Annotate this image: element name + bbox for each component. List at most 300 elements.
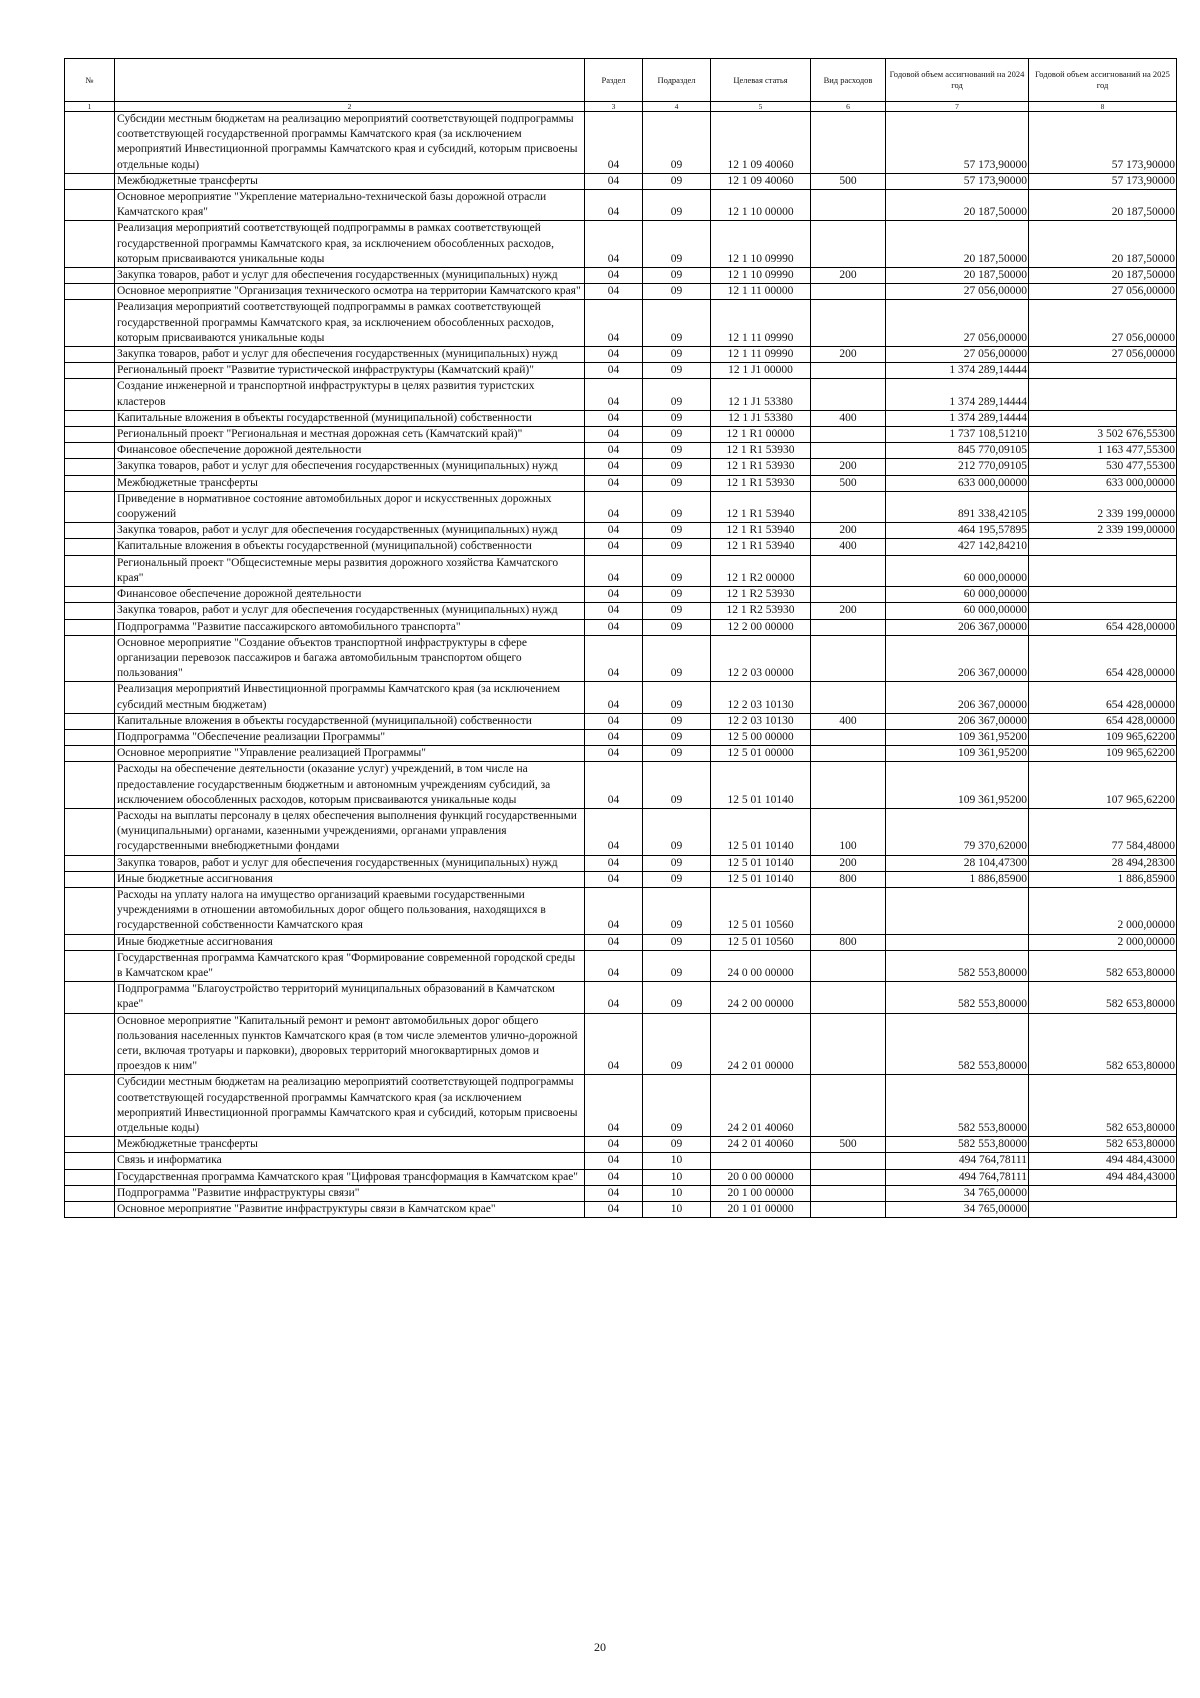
cell-expense-type (811, 443, 886, 459)
cell-target-article: 12 1 R1 53940 (711, 539, 811, 555)
table-row (65, 491, 1177, 522)
cell-target-article: 12 1 09 40060 (711, 112, 811, 174)
table-row (65, 443, 1177, 459)
table-row (65, 1185, 1177, 1201)
table-row (65, 603, 1177, 619)
cell-expense-type (811, 427, 886, 443)
cell-number (65, 871, 115, 887)
cell-name: Финансовое обеспечение дорожной деятельности (115, 587, 585, 603)
cell-podrazdel: 10 (643, 1185, 711, 1201)
cell-number (65, 300, 115, 347)
header-number: № (65, 59, 115, 102)
cell-razdel: 04 (585, 950, 643, 981)
cell-target-article: 12 1 10 09990 (711, 221, 811, 268)
cell-amount-2024: 20 187,50000 (886, 190, 1029, 221)
cell-amount-2025: 57 173,90000 (1029, 112, 1177, 174)
cell-razdel: 04 (585, 603, 643, 619)
table-row (65, 410, 1177, 426)
cell-name: Региональный проект "Региональная и местная дорожная сеть (Камчатский край)" (115, 427, 585, 443)
cell-name: Капитальные вложения в объекты государственной (муниципальной) собственности (115, 410, 585, 426)
cell-razdel: 04 (585, 427, 643, 443)
cell-name: Региональный проект "Развитие туристической инфраструктуры (Камчатский край)" (115, 363, 585, 379)
cell-number (65, 410, 115, 426)
header-name (115, 59, 585, 102)
cell-amount-2024: 60 000,00000 (886, 603, 1029, 619)
table-row (65, 363, 1177, 379)
cell-amount-2024: 109 361,95200 (886, 762, 1029, 809)
cell-name: Закупка товаров, работ и услуг для обеспечения государственных (муниципальных) нужд (115, 459, 585, 475)
cell-amount-2024: 57 173,90000 (886, 173, 1029, 189)
cell-amount-2024: 845 770,09105 (886, 443, 1029, 459)
cell-razdel: 04 (585, 347, 643, 363)
cell-target-article: 12 2 00 00000 (711, 619, 811, 635)
cell-target-article: 12 1 R1 53940 (711, 523, 811, 539)
cell-amount-2024 (886, 887, 1029, 934)
cell-number (65, 1185, 115, 1201)
cell-name: Подпрограмма "Развитие инфраструктуры связи" (115, 1185, 585, 1201)
cell-expense-type (811, 379, 886, 410)
cell-target-article: 12 1 R2 53930 (711, 603, 811, 619)
cell-amount-2024: 464 195,57895 (886, 523, 1029, 539)
cell-amount-2025: 109 965,62200 (1029, 746, 1177, 762)
cell-amount-2025 (1029, 1185, 1177, 1201)
cell-number (65, 221, 115, 268)
cell-name: Реализация мероприятий соответствующей подпрограммы в рамках соответствующей государственной программы Камчатского края, за исключением обособленных расходов, которым присваиваются уникальные коды (115, 221, 585, 268)
cell-razdel: 04 (585, 173, 643, 189)
cell-razdel: 04 (585, 746, 643, 762)
cell-target-article: 12 1 R1 53930 (711, 459, 811, 475)
cell-podrazdel: 09 (643, 300, 711, 347)
cell-razdel: 04 (585, 1202, 643, 1218)
cell-target-article: 12 1 11 09990 (711, 347, 811, 363)
table-row (65, 284, 1177, 300)
cell-podrazdel: 10 (643, 1202, 711, 1218)
cell-razdel: 04 (585, 587, 643, 603)
colnum-4: 4 (643, 102, 711, 112)
cell-number (65, 112, 115, 174)
cell-name: Капитальные вложения в объекты государственной (муниципальной) собственности (115, 713, 585, 729)
cell-target-article: 12 1 J1 53380 (711, 410, 811, 426)
cell-podrazdel: 09 (643, 491, 711, 522)
table-row (65, 221, 1177, 268)
cell-podrazdel: 09 (643, 729, 711, 745)
cell-amount-2025: 109 965,62200 (1029, 729, 1177, 745)
cell-amount-2025: 2 000,00000 (1029, 887, 1177, 934)
cell-amount-2025: 107 965,62200 (1029, 762, 1177, 809)
colnum-8: 8 (1029, 102, 1177, 112)
cell-razdel: 04 (585, 379, 643, 410)
cell-podrazdel: 09 (643, 808, 711, 855)
cell-number (65, 713, 115, 729)
cell-amount-2025: 582 653,80000 (1029, 1137, 1177, 1153)
cell-target-article: 20 1 01 00000 (711, 1202, 811, 1218)
colnum-2: 2 (115, 102, 585, 112)
cell-razdel: 04 (585, 523, 643, 539)
cell-expense-type: 200 (811, 268, 886, 284)
cell-podrazdel: 09 (643, 887, 711, 934)
cell-name: Закупка товаров, работ и услуг для обеспечения государственных (муниципальных) нужд (115, 523, 585, 539)
cell-podrazdel: 10 (643, 1169, 711, 1185)
cell-name: Субсидии местным бюджетам на реализацию мероприятий соответствующей подпрограммы соответствующей государственной программы Камчатского края (за исключением мероприятий Инвестиционной программы Камчатского края и субсидий, которым присвоены отдельные коды) (115, 1075, 585, 1137)
cell-podrazdel: 09 (643, 363, 711, 379)
cell-razdel: 04 (585, 1075, 643, 1137)
cell-target-article: 12 5 01 10140 (711, 808, 811, 855)
colnum-6: 6 (811, 102, 886, 112)
cell-number (65, 379, 115, 410)
cell-amount-2024: 494 764,78111 (886, 1153, 1029, 1169)
cell-razdel: 04 (585, 934, 643, 950)
cell-target-article: 24 0 00 00000 (711, 950, 811, 981)
table-row (65, 379, 1177, 410)
table-row (65, 1075, 1177, 1137)
cell-amount-2025: 582 653,80000 (1029, 950, 1177, 981)
cell-expense-type (811, 555, 886, 586)
cell-podrazdel: 09 (643, 1075, 711, 1137)
cell-expense-type (811, 112, 886, 174)
cell-amount-2025: 654 428,00000 (1029, 713, 1177, 729)
cell-target-article: 12 1 09 40060 (711, 173, 811, 189)
cell-razdel: 04 (585, 871, 643, 887)
cell-target-article: 12 1 10 09990 (711, 268, 811, 284)
cell-podrazdel: 09 (643, 746, 711, 762)
table-row (65, 729, 1177, 745)
cell-expense-type (811, 1013, 886, 1075)
cell-expense-type: 500 (811, 1137, 886, 1153)
cell-target-article: 12 1 R1 53940 (711, 491, 811, 522)
cell-expense-type: 200 (811, 347, 886, 363)
cell-podrazdel: 09 (643, 587, 711, 603)
cell-expense-type: 400 (811, 539, 886, 555)
cell-number (65, 284, 115, 300)
cell-expense-type: 500 (811, 475, 886, 491)
cell-amount-2025: 1 163 477,55300 (1029, 443, 1177, 459)
cell-name: Расходы на уплату налога на имущество организаций краевыми государственными учреждениями в отношении автомобильных дорог общего пользования, находящихся в государственной собственности Камчатского края (115, 887, 585, 934)
cell-number (65, 555, 115, 586)
table-row (65, 112, 1177, 174)
header-expense-type: Вид расходов (811, 59, 886, 102)
cell-amount-2024: 60 000,00000 (886, 587, 1029, 603)
cell-number (65, 934, 115, 950)
cell-amount-2025: 28 494,28300 (1029, 855, 1177, 871)
cell-amount-2025: 27 056,00000 (1029, 284, 1177, 300)
cell-amount-2024: 109 361,95200 (886, 729, 1029, 745)
table-row (65, 539, 1177, 555)
cell-number (65, 268, 115, 284)
cell-podrazdel: 09 (643, 603, 711, 619)
cell-podrazdel: 09 (643, 934, 711, 950)
cell-razdel: 04 (585, 1185, 643, 1201)
cell-number (65, 635, 115, 682)
cell-number (65, 982, 115, 1013)
cell-amount-2025 (1029, 587, 1177, 603)
cell-name: Закупка товаров, работ и услуг для обеспечения государственных (муниципальных) нужд (115, 603, 585, 619)
cell-amount-2025 (1029, 539, 1177, 555)
cell-amount-2025: 654 428,00000 (1029, 635, 1177, 682)
cell-expense-type: 200 (811, 855, 886, 871)
cell-razdel: 04 (585, 475, 643, 491)
table-row (65, 713, 1177, 729)
cell-podrazdel: 10 (643, 1153, 711, 1169)
cell-razdel: 04 (585, 729, 643, 745)
cell-number (65, 746, 115, 762)
cell-podrazdel: 09 (643, 539, 711, 555)
cell-amount-2024: 27 056,00000 (886, 347, 1029, 363)
cell-expense-type (811, 221, 886, 268)
cell-amount-2024: 1 374 289,14444 (886, 363, 1029, 379)
cell-podrazdel: 09 (643, 682, 711, 713)
cell-razdel: 04 (585, 555, 643, 586)
table-row (65, 1137, 1177, 1153)
table-row (65, 950, 1177, 981)
cell-amount-2025: 2 339 199,00000 (1029, 491, 1177, 522)
cell-amount-2025: 1 886,85900 (1029, 871, 1177, 887)
cell-amount-2025 (1029, 379, 1177, 410)
cell-amount-2025: 20 187,50000 (1029, 221, 1177, 268)
table-row (65, 746, 1177, 762)
cell-target-article: 12 2 03 00000 (711, 635, 811, 682)
table-row (65, 635, 1177, 682)
cell-razdel: 04 (585, 284, 643, 300)
cell-amount-2024: 28 104,47300 (886, 855, 1029, 871)
cell-amount-2024: 20 187,50000 (886, 268, 1029, 284)
table-row (65, 934, 1177, 950)
cell-expense-type (811, 363, 886, 379)
cell-razdel: 04 (585, 1153, 643, 1169)
cell-razdel: 04 (585, 491, 643, 522)
cell-podrazdel: 09 (643, 619, 711, 635)
cell-amount-2025 (1029, 363, 1177, 379)
cell-name: Основное мероприятие "Капитальный ремонт и ремонт автомобильных дорог общего пользования населенных пунктов Камчатского края (в том числе элементов улично-дорожной сети, включая тротуары и парковки), дворовых территорий многоквартирных домов и проездов к ним" (115, 1013, 585, 1075)
cell-amount-2025: 2 339 199,00000 (1029, 523, 1177, 539)
table-row (65, 855, 1177, 871)
table-row (65, 887, 1177, 934)
header-amount-2024: Годовой объем ассигнований на 2024 год (886, 59, 1029, 102)
cell-target-article: 24 2 01 00000 (711, 1013, 811, 1075)
cell-razdel: 04 (585, 539, 643, 555)
cell-name: Межбюджетные трансферты (115, 475, 585, 491)
header-podrazdel: Подраздел (643, 59, 711, 102)
cell-target-article: 12 1 R1 00000 (711, 427, 811, 443)
cell-razdel: 04 (585, 410, 643, 426)
cell-razdel: 04 (585, 1013, 643, 1075)
table-row (65, 190, 1177, 221)
cell-number (65, 1153, 115, 1169)
cell-amount-2024: 34 765,00000 (886, 1202, 1029, 1218)
cell-podrazdel: 09 (643, 1013, 711, 1075)
cell-amount-2024: 1 737 108,51210 (886, 427, 1029, 443)
cell-expense-type: 200 (811, 523, 886, 539)
cell-number (65, 347, 115, 363)
table-row (65, 982, 1177, 1013)
cell-podrazdel: 09 (643, 173, 711, 189)
cell-amount-2024: 206 367,00000 (886, 682, 1029, 713)
cell-name: Государственная программа Камчатского края "Цифровая трансформация в Камчатском крае" (115, 1169, 585, 1185)
cell-podrazdel: 09 (643, 475, 711, 491)
cell-amount-2025 (1029, 603, 1177, 619)
header-razdel: Раздел (585, 59, 643, 102)
cell-name: Основное мероприятие "Создание объектов транспортной инфраструктуры в сфере организации перевозок пассажиров и багажа автомобильным транспортом общего пользования" (115, 635, 585, 682)
cell-amount-2025: 2 000,00000 (1029, 934, 1177, 950)
cell-podrazdel: 09 (643, 855, 711, 871)
cell-amount-2025: 494 484,43000 (1029, 1153, 1177, 1169)
cell-expense-type (811, 284, 886, 300)
cell-expense-type (811, 1169, 886, 1185)
table-row (65, 555, 1177, 586)
table-row (65, 1013, 1177, 1075)
cell-expense-type (811, 982, 886, 1013)
cell-target-article: 12 1 J1 53380 (711, 379, 811, 410)
cell-target-article: 12 1 10 00000 (711, 190, 811, 221)
cell-razdel: 04 (585, 300, 643, 347)
cell-name: Межбюджетные трансферты (115, 1137, 585, 1153)
cell-name: Иные бюджетные ассигнования (115, 871, 585, 887)
header-amount-2025: Годовой объем ассигнований на 2025 год (1029, 59, 1177, 102)
cell-amount-2024: 1 886,85900 (886, 871, 1029, 887)
table-row (65, 300, 1177, 347)
cell-podrazdel: 09 (643, 982, 711, 1013)
cell-amount-2024: 206 367,00000 (886, 619, 1029, 635)
cell-name: Региональный проект "Общесистемные меры развития дорожного хозяйства Камчатского края" (115, 555, 585, 586)
cell-podrazdel: 09 (643, 523, 711, 539)
cell-target-article: 20 1 00 00000 (711, 1185, 811, 1201)
cell-podrazdel: 09 (643, 221, 711, 268)
cell-number (65, 475, 115, 491)
budget-table (64, 58, 1177, 1218)
cell-name: Закупка товаров, работ и услуг для обеспечения государственных (муниципальных) нужд (115, 855, 585, 871)
cell-amount-2024: 1 374 289,14444 (886, 410, 1029, 426)
cell-amount-2024: 27 056,00000 (886, 284, 1029, 300)
table-row (65, 347, 1177, 363)
cell-expense-type: 400 (811, 713, 886, 729)
cell-number (65, 173, 115, 189)
table-row (65, 808, 1177, 855)
cell-podrazdel: 09 (643, 635, 711, 682)
table-row (65, 268, 1177, 284)
cell-amount-2025: 654 428,00000 (1029, 619, 1177, 635)
cell-expense-type (811, 587, 886, 603)
cell-name: Реализация мероприятий соответствующей подпрограммы в рамках соответствующей государственной программы Камчатского края, за исключением обособленных расходов, которым присваиваются уникальные коды (115, 300, 585, 347)
cell-target-article: 12 1 R2 00000 (711, 555, 811, 586)
cell-expense-type: 500 (811, 173, 886, 189)
cell-amount-2024: 206 367,00000 (886, 713, 1029, 729)
cell-razdel: 04 (585, 190, 643, 221)
cell-podrazdel: 09 (643, 1137, 711, 1153)
cell-amount-2024: 633 000,00000 (886, 475, 1029, 491)
cell-expense-type (811, 1185, 886, 1201)
cell-amount-2025: 530 477,55300 (1029, 459, 1177, 475)
cell-name: Капитальные вложения в объекты государственной (муниципальной) собственности (115, 539, 585, 555)
cell-razdel: 04 (585, 887, 643, 934)
cell-target-article: 12 1 J1 00000 (711, 363, 811, 379)
cell-name: Субсидии местным бюджетам на реализацию мероприятий соответствующей подпрограммы соответствующей государственной программы Камчатского края (за исключением мероприятий Инвестиционной программы Камчатского края и субсидий, которым присвоены отдельные коды) (115, 112, 585, 174)
cell-amount-2025: 494 484,43000 (1029, 1169, 1177, 1185)
cell-target-article: 12 5 01 10140 (711, 762, 811, 809)
cell-number (65, 190, 115, 221)
cell-number (65, 950, 115, 981)
cell-podrazdel: 09 (643, 713, 711, 729)
cell-number (65, 855, 115, 871)
cell-amount-2024: 60 000,00000 (886, 555, 1029, 586)
cell-number (65, 729, 115, 745)
cell-name: Подпрограмма "Благоустройство территорий муниципальных образований в Камчатском крае" (115, 982, 585, 1013)
cell-name: Межбюджетные трансферты (115, 173, 585, 189)
cell-target-article: 12 1 R2 53930 (711, 587, 811, 603)
cell-podrazdel: 09 (643, 427, 711, 443)
cell-number (65, 363, 115, 379)
cell-expense-type (811, 1202, 886, 1218)
cell-amount-2024: 27 056,00000 (886, 300, 1029, 347)
cell-razdel: 04 (585, 762, 643, 809)
cell-number (65, 443, 115, 459)
page-number: 20 (594, 1640, 606, 1654)
cell-target-article: 12 5 01 10560 (711, 887, 811, 934)
cell-expense-type (811, 887, 886, 934)
cell-name: Государственная программа Камчатского края "Формирование современной городской среды в Камчатском крае" (115, 950, 585, 981)
cell-amount-2025: 582 653,80000 (1029, 982, 1177, 1013)
cell-expense-type: 100 (811, 808, 886, 855)
budget-table-sheet (64, 58, 1176, 1218)
cell-amount-2024: 427 142,84210 (886, 539, 1029, 555)
cell-target-article: 12 5 01 10140 (711, 855, 811, 871)
cell-number (65, 887, 115, 934)
cell-expense-type (811, 635, 886, 682)
table-row (65, 619, 1177, 635)
header-row (65, 59, 1177, 102)
cell-expense-type (811, 729, 886, 745)
cell-razdel: 04 (585, 221, 643, 268)
cell-number (65, 539, 115, 555)
cell-amount-2025: 582 653,80000 (1029, 1075, 1177, 1137)
header-target-article: Целевая статья (711, 59, 811, 102)
cell-name: Закупка товаров, работ и услуг для обеспечения государственных (муниципальных) нужд (115, 268, 585, 284)
cell-amount-2025: 27 056,00000 (1029, 347, 1177, 363)
cell-razdel: 04 (585, 443, 643, 459)
cell-target-article (711, 1153, 811, 1169)
cell-name: Закупка товаров, работ и услуг для обеспечения государственных (муниципальных) нужд (115, 347, 585, 363)
cell-podrazdel: 09 (643, 410, 711, 426)
colnum-3: 3 (585, 102, 643, 112)
cell-expense-type (811, 762, 886, 809)
cell-number (65, 619, 115, 635)
cell-target-article: 12 1 R1 53930 (711, 443, 811, 459)
cell-amount-2025: 20 187,50000 (1029, 190, 1177, 221)
cell-target-article: 12 2 03 10130 (711, 713, 811, 729)
cell-number (65, 427, 115, 443)
cell-target-article: 12 1 R1 53930 (711, 475, 811, 491)
cell-expense-type (811, 1075, 886, 1137)
cell-name: Расходы на обеспечение деятельности (оказание услуг) учреждений, в том числе на предоставление государственным бюджетным и автономным учреждениям субсидий, за исключением обособленных расходов, которым присваиваются уникальные коды (115, 762, 585, 809)
cell-target-article: 24 2 01 40060 (711, 1137, 811, 1153)
cell-name: Подпрограмма "Развитие пассажирского автомобильного транспорта" (115, 619, 585, 635)
cell-expense-type (811, 950, 886, 981)
cell-podrazdel: 09 (643, 459, 711, 475)
cell-expense-type: 800 (811, 934, 886, 950)
cell-amount-2025: 654 428,00000 (1029, 682, 1177, 713)
cell-target-article: 12 5 01 10140 (711, 871, 811, 887)
cell-razdel: 04 (585, 619, 643, 635)
cell-amount-2025 (1029, 555, 1177, 586)
cell-expense-type (811, 746, 886, 762)
cell-expense-type (811, 190, 886, 221)
cell-target-article: 12 5 01 10560 (711, 934, 811, 950)
table-row (65, 475, 1177, 491)
cell-podrazdel: 09 (643, 555, 711, 586)
cell-name: Подпрограмма "Обеспечение реализации Программы" (115, 729, 585, 745)
cell-amount-2025: 633 000,00000 (1029, 475, 1177, 491)
header-number-row (65, 102, 1177, 112)
cell-target-article: 12 5 00 00000 (711, 729, 811, 745)
colnum-1: 1 (65, 102, 115, 112)
